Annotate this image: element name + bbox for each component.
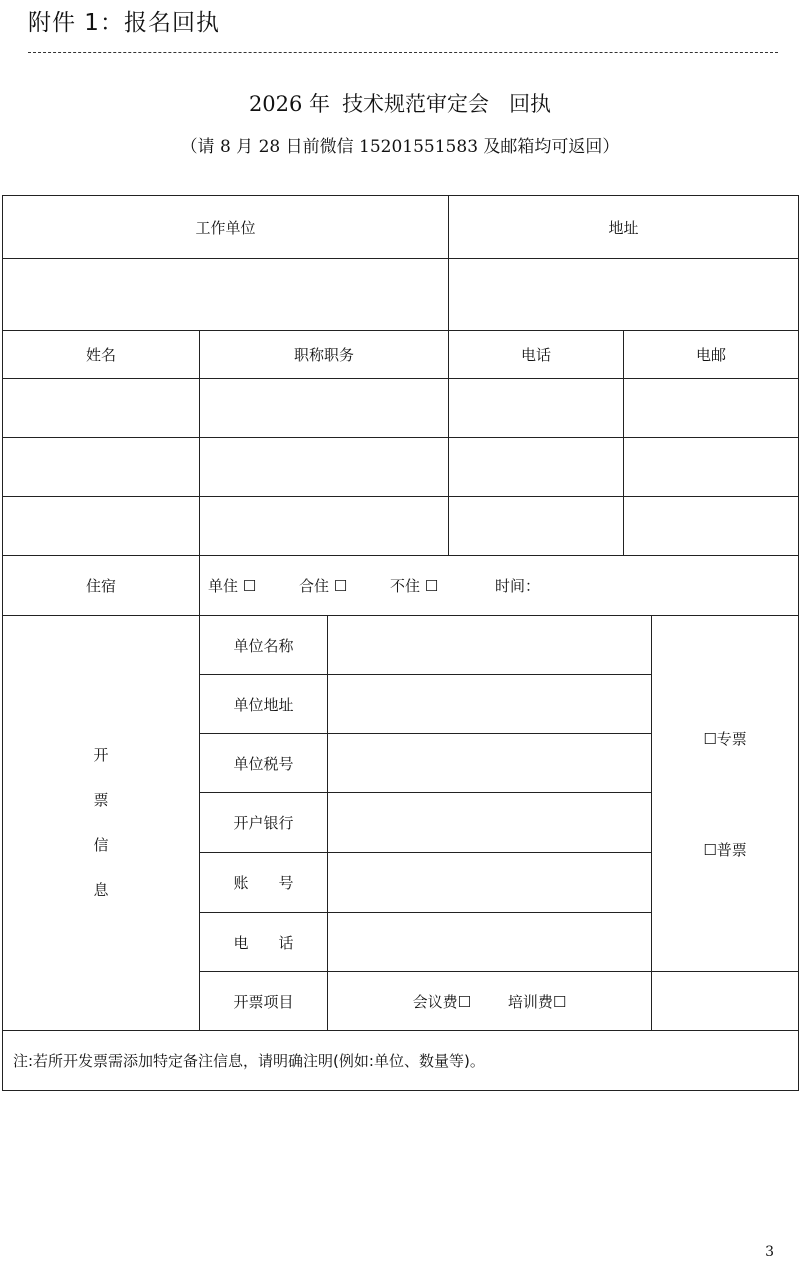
form-title [0,88,800,118]
training-fee-checkbox[interactable]: 培训费☐ [507,992,567,1011]
title-end: 回执 [509,92,552,116]
position-header: 职称职务 [200,331,449,379]
account-label-a: 账 [233,874,249,892]
phone-cell[interactable] [449,497,624,556]
page-number: 3 [765,1244,774,1260]
invoice-phone-label [200,913,328,972]
name-header: 姓名 [3,331,200,379]
name-cell[interactable] [3,497,200,556]
company-name-cell[interactable] [328,616,652,675]
invoice-items-label: 开票项目 [200,972,328,1031]
title-main: 技术规范审定会 [342,92,490,116]
address-input-cell[interactable] [449,259,799,331]
tax-id-label: 单位税号 [200,734,328,793]
lodging-time-label: 时间： [495,577,541,595]
position-cell[interactable] [200,438,449,497]
lodging-none-checkbox[interactable]: 不住 ☐ [390,577,439,595]
general-invoice-checkbox[interactable]: ☐普票 [703,840,747,859]
form-subtitle: （请 8 月 28 日前微信 15201551583 及邮箱均可返回） [180,137,620,157]
lodging-options [200,556,799,616]
lodging-single-checkbox[interactable]: 单住 ☐ [208,577,257,595]
invoice-phone-cell[interactable] [328,913,652,972]
invoice-label-char: 开 [93,746,109,764]
email-cell[interactable] [624,379,799,438]
invoice-type-cell [652,616,799,972]
email-cell[interactable] [624,438,799,497]
meeting-fee-checkbox[interactable]: 会议费☐ [412,992,472,1011]
registration-table [2,195,799,1091]
account-cell[interactable] [328,853,652,913]
bank-cell[interactable] [328,793,652,853]
attachment-label: 附件 1：报名回执 [28,10,220,36]
dashed-divider [28,52,778,53]
invoice-items-extra-cell [652,972,799,1031]
email-cell[interactable] [624,497,799,556]
invoice-note: 注:若所开发票需添加特定备注信息，请明确注明(例如:单位、数量等)。 [3,1031,799,1091]
phone-header: 电话 [449,331,624,379]
email-header: 电邮 [624,331,799,379]
name-cell[interactable] [3,379,200,438]
phone-label-b: 话 [278,933,294,952]
title-year: 2026 年 [248,92,331,116]
phone-cell[interactable] [449,379,624,438]
org-input-cell[interactable] [3,259,449,331]
invoice-info-label [3,616,200,1031]
company-address-label: 单位地址 [200,675,328,734]
invoice-label-char: 票 [93,791,109,809]
account-label-b: 号 [278,874,294,892]
invoice-label-char: 信 [93,836,109,854]
position-cell[interactable] [200,497,449,556]
org-header: 工作单位 [3,196,449,259]
special-invoice-checkbox[interactable]: ☐专票 [703,729,747,748]
invoice-label-char: 息 [93,881,109,899]
bank-label: 开户银行 [200,793,328,853]
address-header: 地址 [449,196,799,259]
phone-cell[interactable] [449,438,624,497]
lodging-shared-checkbox[interactable]: 合住 ☐ [299,577,348,595]
invoice-items-options [328,972,652,1031]
lodging-label: 住宿 [3,556,200,616]
tax-id-cell[interactable] [328,734,652,793]
account-label [200,853,328,913]
company-name-label: 单位名称 [200,616,328,675]
company-address-cell[interactable] [328,675,652,734]
phone-label-a: 电 [233,933,249,952]
name-cell[interactable] [3,438,200,497]
position-cell[interactable] [200,379,449,438]
